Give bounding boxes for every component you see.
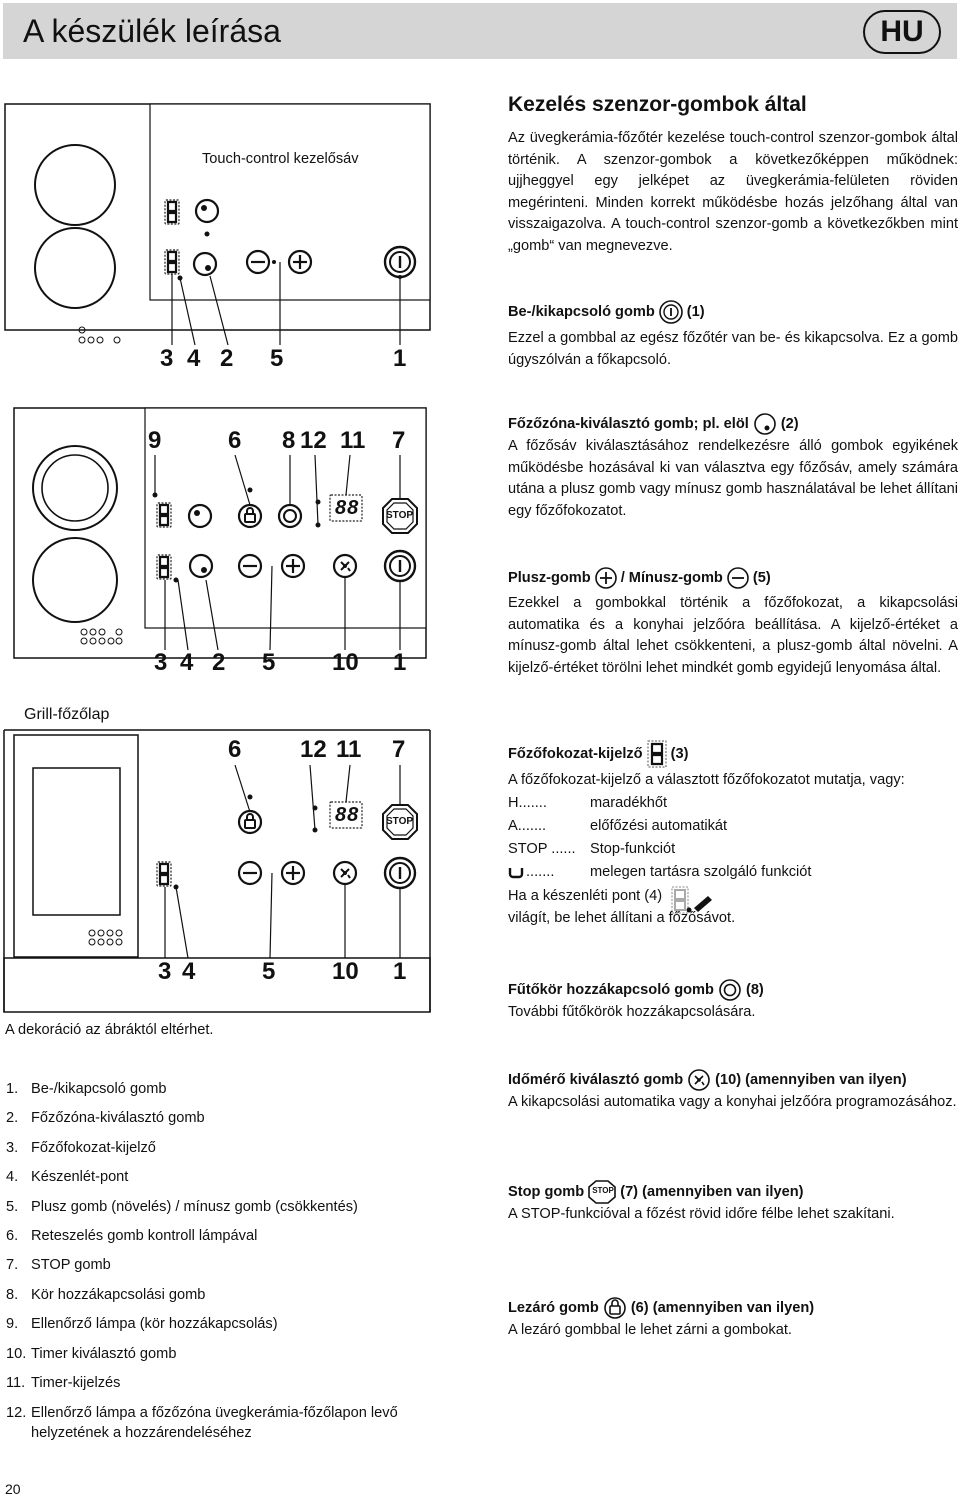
legend-item: 5. Plusz gomb (növelés) / mínusz gomb (csökkentés) xyxy=(6,1198,358,1215)
section-circuit xyxy=(508,978,958,1024)
figure2-label-2: 2 xyxy=(212,649,226,676)
legend-item: 11. Timer-kijelzés xyxy=(6,1375,121,1392)
legend-item: 4. Készenlét-pont xyxy=(6,1169,129,1186)
section-circuit-text: További fűtőkörök hozzákapcsolására. xyxy=(508,1004,756,1020)
plus-icon xyxy=(595,567,617,589)
section-zone-heading: Főzőzóna-kiválasztó gomb; pl. elöl (2) xyxy=(508,412,958,436)
legend-item: 8. Kör hozzákapcsolási gomb xyxy=(6,1286,206,1303)
ring-icon xyxy=(718,978,742,1002)
section-intro-text: Az üvegkerámia-főzőtér kezelése touch-control szenzor-gombok által történik. A szenzor-gombok a következőképpen működnek: ujjheggyel egy jelképet az üvegkerámia-felületen röviden megérinteni. Minden korrekt működésbe hozás jelzőhang által van visszaigazolva. A touch-control szenzor-gomb a következőkben mint „gomb“ van megnevezve. xyxy=(508,130,958,254)
section-stop-heading: Stop gomb STOP (7) (amennyiben van ilyen) xyxy=(508,1180,958,1204)
figure1-label-3: 3 xyxy=(160,345,174,372)
figure3-label-11: 11 xyxy=(336,736,362,763)
page-title: A készülék leírása xyxy=(23,13,281,49)
section-stop-text: A STOP-funkcióval a főzést rövid időre félbe lehet szakítani. xyxy=(508,1206,895,1222)
figure2-label-9: 9 xyxy=(148,427,162,454)
section-zone-text: A főzősáv kiválasztásához rendelkezésre álló gombok egyikének működésbe hozásával ki van választva egy főzősáv, amely számára utána a plusz gomb vagy mínusz gomb használatával be lehet állítani egy főzőfokozatot. xyxy=(508,438,958,519)
figure2-label-12: 12 xyxy=(300,427,327,454)
section-onoff-text: Ezzel a gombbal az egész főzőtér van be- és kikapcsolva. Ez a gomb úgyszólván a főkapcsoló. xyxy=(508,330,958,368)
minus-icon xyxy=(727,567,749,589)
standby-text: világít, be lehet állítani a főzősávot. xyxy=(508,909,736,926)
figure3-stop-text: STOP xyxy=(386,816,414,827)
legend-item: 10. Timer kiválasztó gomb xyxy=(6,1345,177,1362)
page-number: 20 xyxy=(5,1481,21,1497)
section-intro-title: Kezelés szenzor-gombok által xyxy=(508,93,807,116)
figure3-timer-display: 88 xyxy=(335,804,360,826)
section-plusminus xyxy=(508,567,958,679)
section-display-text: A főzőfokozat-kijelző a választott főzőfokozatot mutatja, vagy: xyxy=(508,772,905,788)
stop-icon: STOP xyxy=(588,1180,616,1204)
legend-item: 9. Ellenőrző lámpa (kör hozzákapcsolás) xyxy=(6,1316,278,1333)
section-plusminus-text: Ezekkel a gombokkal történik a főzőfokozat, a kikapcsolási automatika és a konyhai jelzőóra beállítása. A kijelző-értéket a mínusz-gomb által lehet csökkenteni, a plusz-gomb által növelni. A kijelző-értéket törölni lehet mindkét gomb egyidejű lenyomása által. xyxy=(508,595,958,676)
figure3-label-6: 6 xyxy=(228,736,242,763)
display-row: H....... maradékhőt xyxy=(508,794,668,811)
legend-item: 2. Főzőzóna-kiválasztó gomb xyxy=(6,1110,205,1127)
decoration-note: A dekoráció az ábráktól eltérhet. xyxy=(5,1022,214,1038)
grill-hob-title: Grill-főzőlap xyxy=(24,706,110,723)
figure2-stop-text: STOP xyxy=(386,510,414,521)
figure2-label-10: 10 xyxy=(332,649,359,676)
lock-icon xyxy=(603,1296,627,1320)
figure2-label-4: 4 xyxy=(180,649,194,676)
section-timer xyxy=(508,1068,958,1114)
section-lock-text: A lezáró gombbal le lehet zárni a gombokat. xyxy=(508,1322,792,1338)
legend-item: 6. Reteszelés gomb kontroll lámpával xyxy=(6,1228,258,1245)
section-onoff xyxy=(508,300,958,371)
figure3-label-1: 1 xyxy=(393,958,407,985)
section-display xyxy=(508,740,958,929)
standby-line: Ha a készenléti pont (4) xyxy=(508,886,958,916)
figure1-caption: Touch-control kezelősáv xyxy=(202,151,359,167)
figure2-label-11: 11 xyxy=(340,427,366,454)
figure1-label-1: 1 xyxy=(393,345,407,372)
figure3-label-7: 7 xyxy=(392,736,406,763)
power-icon xyxy=(659,300,683,324)
seven-segment-icon xyxy=(647,740,667,768)
section-intro xyxy=(508,92,958,257)
section-lock xyxy=(508,1296,958,1342)
zone-select-icon xyxy=(753,412,777,436)
figure1-hob xyxy=(5,104,430,345)
legend-item: 1. Be-/kikapcsoló gomb xyxy=(6,1081,167,1097)
figure2-label-6: 6 xyxy=(228,427,242,454)
figure3-label-10: 10 xyxy=(332,958,359,985)
figure2-label-3: 3 xyxy=(154,649,168,676)
display-row: ....... melegen tartásra szolgáló funkciót xyxy=(508,861,958,884)
figure2-label-7: 7 xyxy=(392,427,406,454)
language-badge: HU xyxy=(863,10,941,54)
section-zone xyxy=(508,412,958,522)
keep-warm-icon xyxy=(508,865,526,879)
figure1-label-2: 2 xyxy=(220,345,234,372)
legend-list xyxy=(6,1075,456,1443)
figure1-label-4: 4 xyxy=(187,345,201,372)
display-row: A....... előfőzési automatikát xyxy=(508,817,728,834)
section-circuit-heading: Fűtőkör hozzákapcsoló gomb (8) xyxy=(508,978,958,1002)
figure2-timer-display: 88 xyxy=(335,497,360,519)
figure3-label-12: 12 xyxy=(300,736,327,763)
figure3-label-4: 4 xyxy=(182,958,196,985)
figure3-label-5: 5 xyxy=(262,958,276,985)
section-display-heading: Főzőfokozat-kijelző (3) xyxy=(508,740,958,768)
timer-icon xyxy=(687,1068,711,1092)
display-row: STOP ...... Stop-funkciót xyxy=(508,840,676,857)
figure3-grill-hob xyxy=(4,730,430,1012)
section-timer-heading: Időmérő kiválasztó gomb (10) (amennyiben van ilyen) xyxy=(508,1068,958,1092)
figure2-label-5: 5 xyxy=(262,649,276,676)
legend-item: 3. Főzőfokozat-kijelző xyxy=(6,1139,156,1156)
figure2-label-1: 1 xyxy=(393,649,407,676)
figure2-label-8: 8 xyxy=(282,427,296,454)
section-lock-heading: Lezáró gomb (6) (amennyiben van ilyen) xyxy=(508,1296,958,1320)
legend-item: 12. Ellenőrző lámpa a főzőzóna üvegkerámia-főzőlapon levő helyzetének a hozzárendeléséhez xyxy=(6,1405,398,1442)
legend-item: 7. STOP gomb xyxy=(6,1257,111,1274)
section-onoff-heading: Be-/kikapcsoló gomb (1) xyxy=(508,300,958,324)
section-stop xyxy=(508,1180,958,1226)
figure1-label-5: 5 xyxy=(270,345,284,372)
section-plusminus-heading: Plusz-gomb / Mínusz-gomb (5) xyxy=(508,567,958,589)
figure3-label-3: 3 xyxy=(158,958,172,985)
section-timer-text: A kikapcsolási automatika vagy a konyhai jelzőóra programozásához. xyxy=(508,1094,957,1110)
